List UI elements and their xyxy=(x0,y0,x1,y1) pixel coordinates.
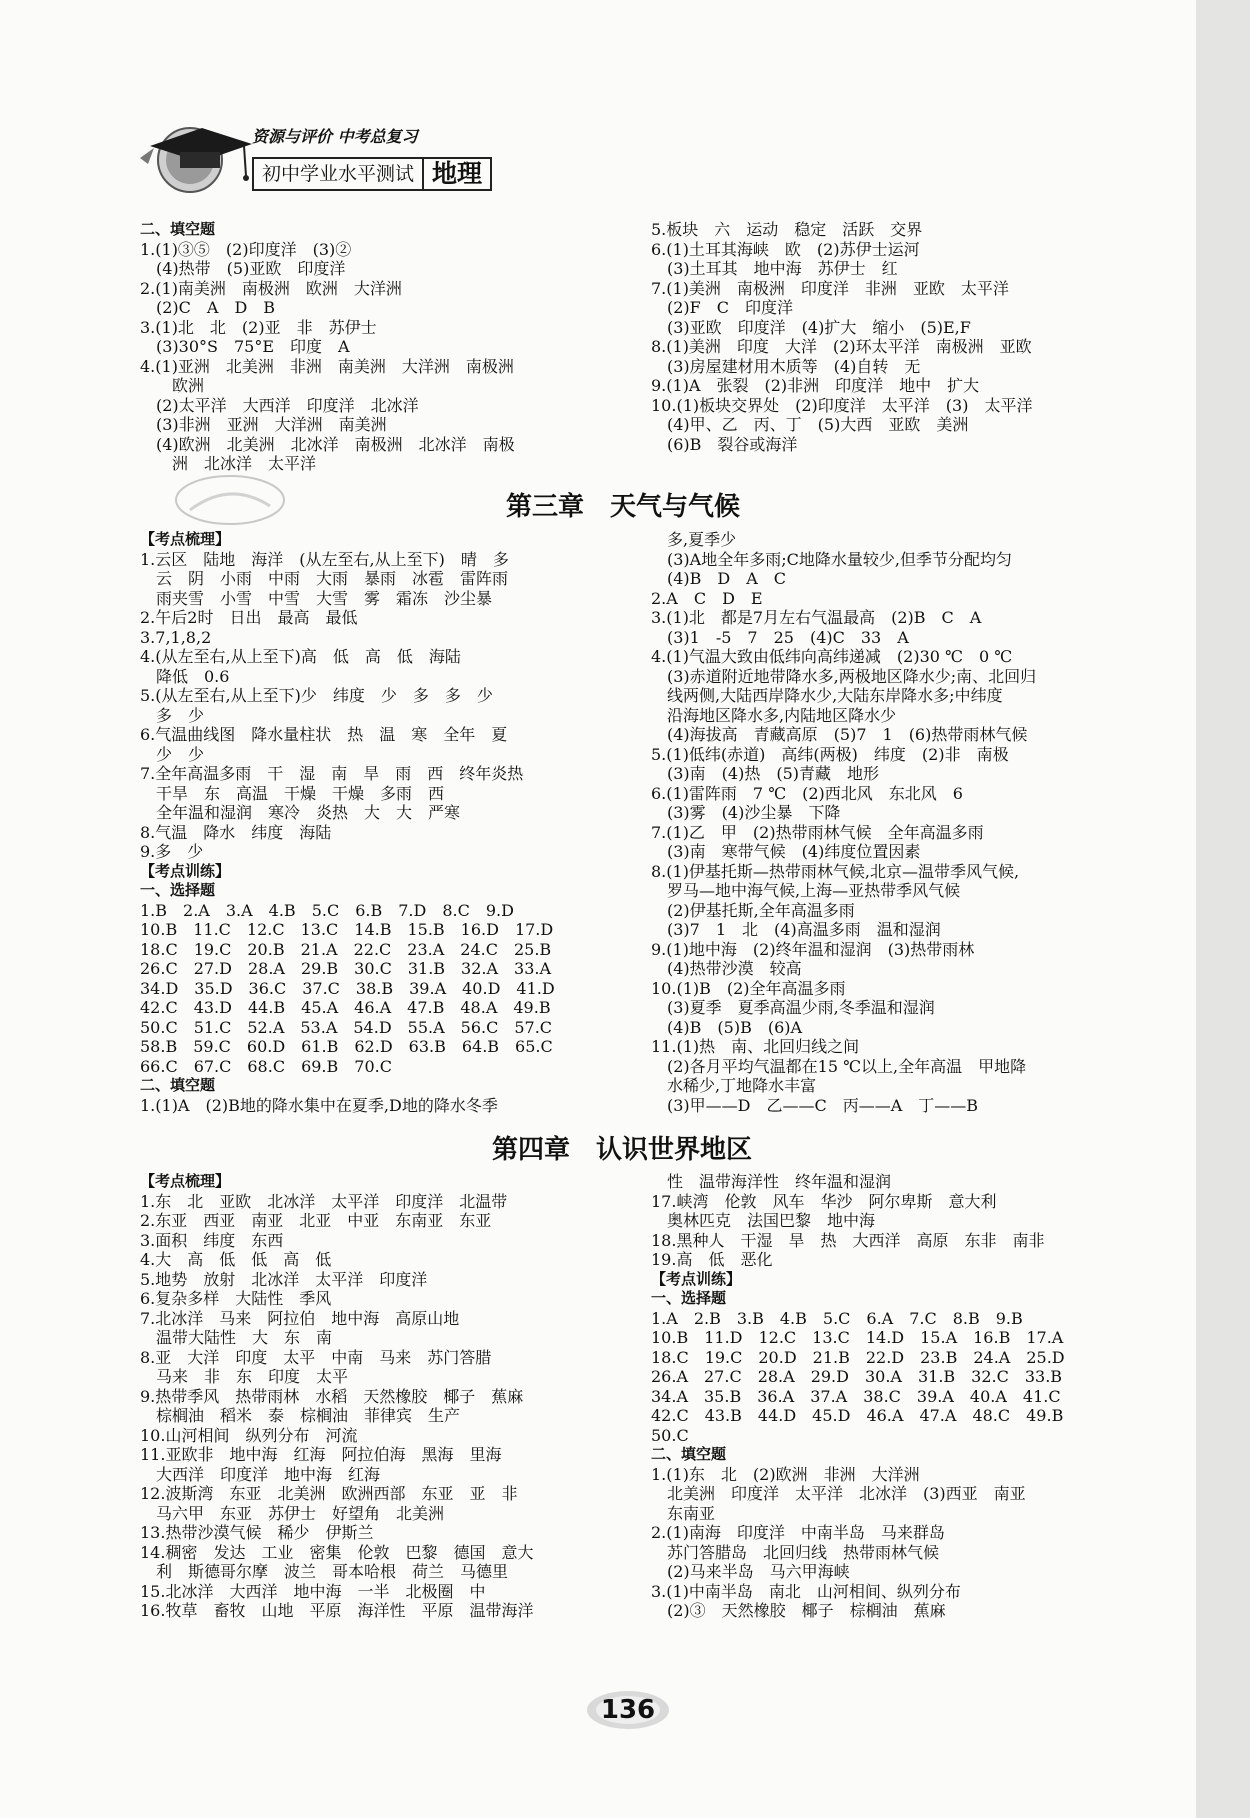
answer-line: 欧洲 xyxy=(140,376,205,395)
answer-line: 3.(1)北 北 (2)亚 非 苏伊士 xyxy=(140,317,377,337)
chapter-4-title: 第四章 认识世界地区 xyxy=(492,1135,753,1165)
answer-line: 10.B 11.D 12.C 13.C 14.D 15.A 16.B 17.A xyxy=(651,1328,1064,1347)
answer-line: 26.A 27.C 28.A 29.D 30.A 31.B 32.C 33.B xyxy=(651,1367,1063,1386)
answer-line: 14.稠密 发达 工业 密集 伦敦 巴黎 德国 意大 xyxy=(140,1542,534,1562)
answer-line: (3)1 -5 7 25 (4)C 33 A xyxy=(651,627,909,647)
answer-line: 一、选择题 xyxy=(651,1289,727,1307)
answer-line: 马六甲 东亚 苏伊士 好望角 北美洲 xyxy=(140,1503,445,1523)
answer-line: 5.板块 六 运动 稳定 活跃 交界 xyxy=(651,220,923,239)
answer-line: 18.C 19.C 20.D 21.B 22.D 23.B 24.A 25.D xyxy=(651,1347,1065,1367)
homework-stamp-watermark xyxy=(170,470,290,530)
answer-line: 7.全年高温多雨 干 湿 南 旱 雨 西 终年炎热 xyxy=(140,764,524,783)
answer-line: (4)欧洲 北美洲 北冰洋 南极洲 北冰洋 南极 xyxy=(140,434,515,454)
answer-line: 8.(1)美洲 印度 大洋 (2)环太平洋 南极洲 亚欧 xyxy=(651,337,1032,356)
answer-line: 3.面积 纬度 东西 xyxy=(140,1230,284,1250)
answer-line: 10.(1)板块交界处 (2)印度洋 太平洋 (3) 太平洋 xyxy=(651,395,1033,415)
answer-line: 10.B 11.C 12.C 13.C 14.B 15.B 16.D 17.D xyxy=(140,920,554,939)
answer-line: (3)房屋建材用木质等 (4)自转 无 xyxy=(651,356,921,376)
answer-line: 大西洋 印度洋 地中海 红海 xyxy=(140,1464,381,1484)
answer-line: (3)甲——D 乙——C 丙——A 丁——B xyxy=(651,1095,979,1115)
answer-line: 棕榈油 稻米 泰 棕榈油 菲律宾 生产 xyxy=(140,1406,461,1425)
answer-line: 全年温和湿润 寒冷 炎热 大 大 严寒 xyxy=(140,803,461,822)
answer-line: 5.(从左至右,从上至下)少 纬度 少 多 多 少 xyxy=(140,686,493,705)
answer-line: (3)赤道附近地带降水多,两极地区降水少;南、北回归 xyxy=(651,666,1037,686)
answer-line: (4)热带沙漠 较高 xyxy=(651,959,802,978)
answer-line: 少 少 xyxy=(140,744,205,764)
answer-line: 1.B 2.A 3.A 4.B 5.C 6.B 7.D 8.C 9.D xyxy=(140,900,514,920)
answer-line: 5.(1)低纬(赤道) 高纬(两极) 纬度 (2)非 南极 xyxy=(651,744,1009,764)
answer-line: 沿海地区降水多,内陆地区降水少 xyxy=(651,705,897,725)
answer-line: 42.C 43.D 44.B 45.A 46.A 47.B 48.A 49.B xyxy=(140,998,551,1017)
series-badge xyxy=(252,157,492,191)
answer-line: (3)土耳其 地中海 苏伊士 红 xyxy=(651,259,898,278)
answer-line: (6)B 裂谷或海洋 xyxy=(651,434,798,454)
answer-line: 二、填空题 xyxy=(140,220,216,238)
answer-line: 5.地势 放射 北冰洋 太平洋 印度洋 xyxy=(140,1269,428,1289)
answer-line: 4.(1)亚洲 北美洲 非洲 南美洲 大洋洲 南极洲 xyxy=(140,356,514,376)
answer-line: 2.(1)南海 印度洋 中南半岛 马来群岛 xyxy=(651,1523,945,1542)
answer-line: 雨夹雪 小雪 中雪 大雪 雾 霜冻 沙尘暴 xyxy=(140,588,493,608)
answer-line: 4.(从左至右,从上至下)高 低 高 低 海陆 xyxy=(140,647,461,666)
chapter-3-title: 第三章 天气与气候 xyxy=(506,492,741,522)
answer-line: (2)C A D B xyxy=(140,298,276,317)
answer-line: 12.波斯湾 东亚 北美洲 欧洲西部 东亚 亚 非 xyxy=(140,1484,518,1503)
answer-line: (3)夏季 夏季高温少雨,冬季温和湿润 xyxy=(651,998,935,1017)
answer-line: (3)雾 (4)沙尘暴 下降 xyxy=(651,803,841,822)
answer-line: (3)非洲 亚洲 大洋洲 南美洲 xyxy=(140,415,387,434)
answer-line: 东南亚 xyxy=(651,1503,716,1523)
answer-line: 19.高 低 恶化 xyxy=(651,1250,773,1269)
answer-line: 9.多 少 xyxy=(140,842,204,861)
answer-line: 17.峡湾 伦敦 风车 华沙 阿尔卑斯 意大利 xyxy=(651,1191,997,1211)
answer-line: 降低 0.6 xyxy=(140,666,230,686)
answer-line: 1.(1)A (2)B地的降水集中在夏季,D地的降水冬季 xyxy=(140,1095,498,1115)
answer-line: 34.A 35.B 36.A 37.A 38.C 39.A 40.A 41.C xyxy=(651,1386,1061,1406)
answer-line: 11.亚欧非 地中海 红海 阿拉伯海 黑海 里海 xyxy=(140,1445,502,1464)
subject-label: 地理 xyxy=(432,159,483,188)
answer-line: 50.C xyxy=(651,1425,689,1445)
answer-line: 北美洲 印度洋 太平洋 北冰洋 (3)西亚 南亚 xyxy=(651,1484,1026,1503)
answer-line: (3)南 寒带气候 (4)纬度位置因素 xyxy=(651,842,921,861)
series-subtitle: 初中学业水平测试 xyxy=(254,159,424,189)
answer-line: (2)③ 天然橡胶 椰子 棕榈油 蕉麻 xyxy=(651,1601,946,1620)
answer-line: 3.7,1,8,2 xyxy=(140,627,212,647)
answer-line: (3)30°S 75°E 印度 A xyxy=(140,337,350,356)
answer-line: (2)各月平均气温都在15 ℃以上,全年高温 甲地降 xyxy=(651,1056,1027,1076)
answer-line: 10.(1)B (2)全年高温多雨 xyxy=(651,978,846,998)
book-header xyxy=(140,110,540,205)
answer-line: (3)亚欧 印度洋 (4)扩大 缩小 (5)E,F xyxy=(651,317,971,337)
answer-line: (4)B (5)B (6)A xyxy=(651,1017,803,1037)
answers-block-chapter4-right xyxy=(651,1172,1065,1621)
answer-line: 【考点梳理】 xyxy=(140,530,231,548)
answer-line: 8.(1)伊基托斯—热带雨林气候,北京—温带季风气候, xyxy=(651,861,1020,881)
answer-line: 水稀少,丁地降水丰富 xyxy=(651,1076,817,1095)
answer-line: 二、填空题 xyxy=(140,1076,216,1094)
answers-block-top-right xyxy=(651,220,1032,454)
answer-line: 干旱 东 高温 干燥 干燥 多雨 西 xyxy=(140,783,445,803)
answer-line: 18.黑种人 干湿 旱 热 大西洋 高原 东非 南非 xyxy=(651,1230,1045,1250)
answer-line: 7.(1)美洲 南极洲 印度洋 非洲 亚欧 太平洋 xyxy=(651,278,1009,298)
answer-line: (3)A地全年多雨;C地降水量较少,但季节分配均匀 xyxy=(651,549,1012,569)
answer-line: 【考点训练】 xyxy=(651,1269,742,1288)
answer-line: 一、选择题 xyxy=(140,881,216,899)
answer-line: (4)甲、乙 丙、丁 (5)大西 亚欧 美洲 xyxy=(651,415,969,434)
answer-line: 50.C 51.C 52.A 53.A 54.D 55.A 56.C 57.C xyxy=(140,1017,553,1037)
answer-line: 26.C 27.D 28.A 29.B 30.C 31.B 32.A 33.A xyxy=(140,959,552,978)
answer-line: 多 少 xyxy=(140,705,205,725)
answer-line: 10.山河相间 纵列分布 河流 xyxy=(140,1425,358,1445)
answer-line: 7.(1)乙 甲 (2)热带雨林气候 全年高温多雨 xyxy=(651,822,984,842)
answer-line: 11.(1)热 南、北回归线之间 xyxy=(651,1037,860,1056)
answer-line: 6.(1)土耳其海峡 欧 (2)苏伊士运河 xyxy=(651,239,920,259)
answer-line: 马来 非 东 印度 太平 xyxy=(140,1367,349,1386)
answer-line: 8.亚 大洋 印度 太平 中南 马来 苏门答腊 xyxy=(140,1347,492,1367)
answers-block-chapter4-left xyxy=(140,1172,533,1621)
answers-block-chapter3-right xyxy=(651,530,1036,1115)
answer-line: 1.A 2.B 3.B 4.B 5.C 6.A 7.C 8.B 9.B xyxy=(651,1308,1023,1328)
answer-line: 罗马—地中海气候,上海—亚热带季风气候 xyxy=(651,881,961,900)
answer-line: (2)伊基托斯,全年高温多雨 xyxy=(651,900,855,920)
page-edge-shadow xyxy=(1196,0,1250,1818)
answer-line: 1.(1)东 北 (2)欧洲 非洲 大洋洲 xyxy=(651,1464,920,1484)
answer-line: (3)7 1 北 (4)高温多雨 温和湿润 xyxy=(651,920,941,939)
answer-line: 42.C 43.B 44.D 45.D 46.A 47.A 48.C 49.B xyxy=(651,1406,1064,1425)
answer-line: 2.A C D E xyxy=(651,588,763,608)
answer-line: (2)太平洋 大西洋 印度洋 北冰洋 xyxy=(140,395,419,415)
page-number: 136 xyxy=(600,1695,656,1725)
answer-line: 6.(1)雷阵雨 7 ℃ (2)西北风 东北风 6 xyxy=(651,783,963,803)
answer-line: 7.北冰洋 马来 阿拉伯 地中海 高原山地 xyxy=(140,1308,460,1328)
answer-line: (2)马来半岛 马六甲海峡 xyxy=(651,1562,850,1581)
answer-line: 58.B 59.C 60.D 61.B 62.D 63.B 64.B 65.C xyxy=(140,1037,553,1056)
answer-line: 8.气温 降水 纬度 海陆 xyxy=(140,822,332,842)
answer-line: 1.云区 陆地 海洋 (从左至右,从上至下) 晴 多 xyxy=(140,549,509,569)
answer-line: (4)海拔高 青藏高原 (5)7 1 (6)热带雨林气候 xyxy=(651,725,1028,744)
answer-line: 13.热带沙漠气候 稀少 伊斯兰 xyxy=(140,1523,374,1542)
answer-line: 性 温带海洋性 终年温和湿润 xyxy=(651,1172,892,1191)
answer-line: 66.C 67.C 68.C 69.B 70.C xyxy=(140,1056,392,1076)
answer-line: 2.(1)南美洲 南极洲 欧洲 大洋洲 xyxy=(140,278,402,298)
answer-line: 2.午后2时 日出 最高 最低 xyxy=(140,608,358,627)
answer-line: (4)B D A C xyxy=(651,569,787,588)
answer-line: 奥林匹克 法国巴黎 地中海 xyxy=(651,1211,876,1230)
answer-line: 34.D 35.D 36.C 37.C 38.B 39.A 40.D 41.D xyxy=(140,978,555,998)
answer-line: 1.(1)③⑤ (2)印度洋 (3)② xyxy=(140,239,352,259)
answer-line: 苏门答腊岛 北回归线 热带雨林气候 xyxy=(651,1542,940,1562)
answers-block-chapter3-left xyxy=(140,530,555,1115)
answer-line: 9.(1)A 张裂 (2)非洲 印度洋 地中 扩大 xyxy=(651,376,980,395)
answer-line: (4)热带 (5)亚欧 印度洋 xyxy=(140,259,346,278)
answer-line: 3.(1)北 都是7月左右气温最高 (2)B C A xyxy=(651,608,982,627)
answers-block-top-left xyxy=(140,220,515,474)
answer-line: 6.气温曲线图 降水量柱状 热 温 寒 全年 夏 xyxy=(140,725,508,744)
answer-line: 温带大陆性 大 东 南 xyxy=(140,1328,333,1347)
answer-line: 【考点训练】 xyxy=(140,861,231,880)
answer-line: 云 阴 小雨 中雨 大雨 暴雨 冰雹 雷阵雨 xyxy=(140,569,509,588)
answer-line: 3.(1)中南半岛 南北 山河相间、纵列分布 xyxy=(651,1581,961,1601)
answer-line: 9.热带季风 热带雨林 水稻 天然橡胶 椰子 蕉麻 xyxy=(140,1386,524,1406)
answer-line: 4.大 高 低 低 高 低 xyxy=(140,1250,332,1269)
answer-line: 6.复杂多样 大陆性 季风 xyxy=(140,1289,332,1308)
answer-line: (2)F C 印度洋 xyxy=(651,298,794,317)
answer-line: 2.东亚 西亚 南亚 北亚 中亚 东南亚 东亚 xyxy=(140,1211,492,1230)
answer-line: 15.北冰洋 大西洋 地中海 一半 北极圈 中 xyxy=(140,1581,486,1601)
page-number-badge xyxy=(585,1689,671,1731)
answer-line: 二、填空题 xyxy=(651,1445,727,1463)
answer-line: 洲 北冰洋 太平洋 xyxy=(140,454,317,473)
answer-line: 4.(1)气温大致由低纬向高纬递减 (2)30 ℃ 0 ℃ xyxy=(651,647,1013,666)
answer-line: (3)南 (4)热 (5)青藏 地形 xyxy=(651,764,879,783)
answer-line: 16.牧草 畜牧 山地 平原 海洋性 平原 温带海洋 xyxy=(140,1601,534,1620)
answer-line: 【考点梳理】 xyxy=(140,1172,231,1190)
answer-line: 1.东 北 亚欧 北冰洋 太平洋 印度洋 北温带 xyxy=(140,1191,508,1211)
answer-line: 9.(1)地中海 (2)终年温和湿润 (3)热带雨林 xyxy=(651,939,975,959)
answer-line: 线两侧,大陆西岸降水少,大陆东岸降水多;中纬度 xyxy=(651,686,1003,705)
answer-line: 利 斯德哥尔摩 波兰 哥本哈根 荷兰 马德里 xyxy=(140,1562,509,1581)
graduation-cap-logo xyxy=(140,118,258,198)
series-title: 资源与评价 中考总复习 xyxy=(252,127,418,146)
answer-line: 多,夏季少 xyxy=(651,530,737,549)
answer-line: 18.C 19.C 20.B 21.A 22.C 23.A 24.C 25.B xyxy=(140,939,552,959)
